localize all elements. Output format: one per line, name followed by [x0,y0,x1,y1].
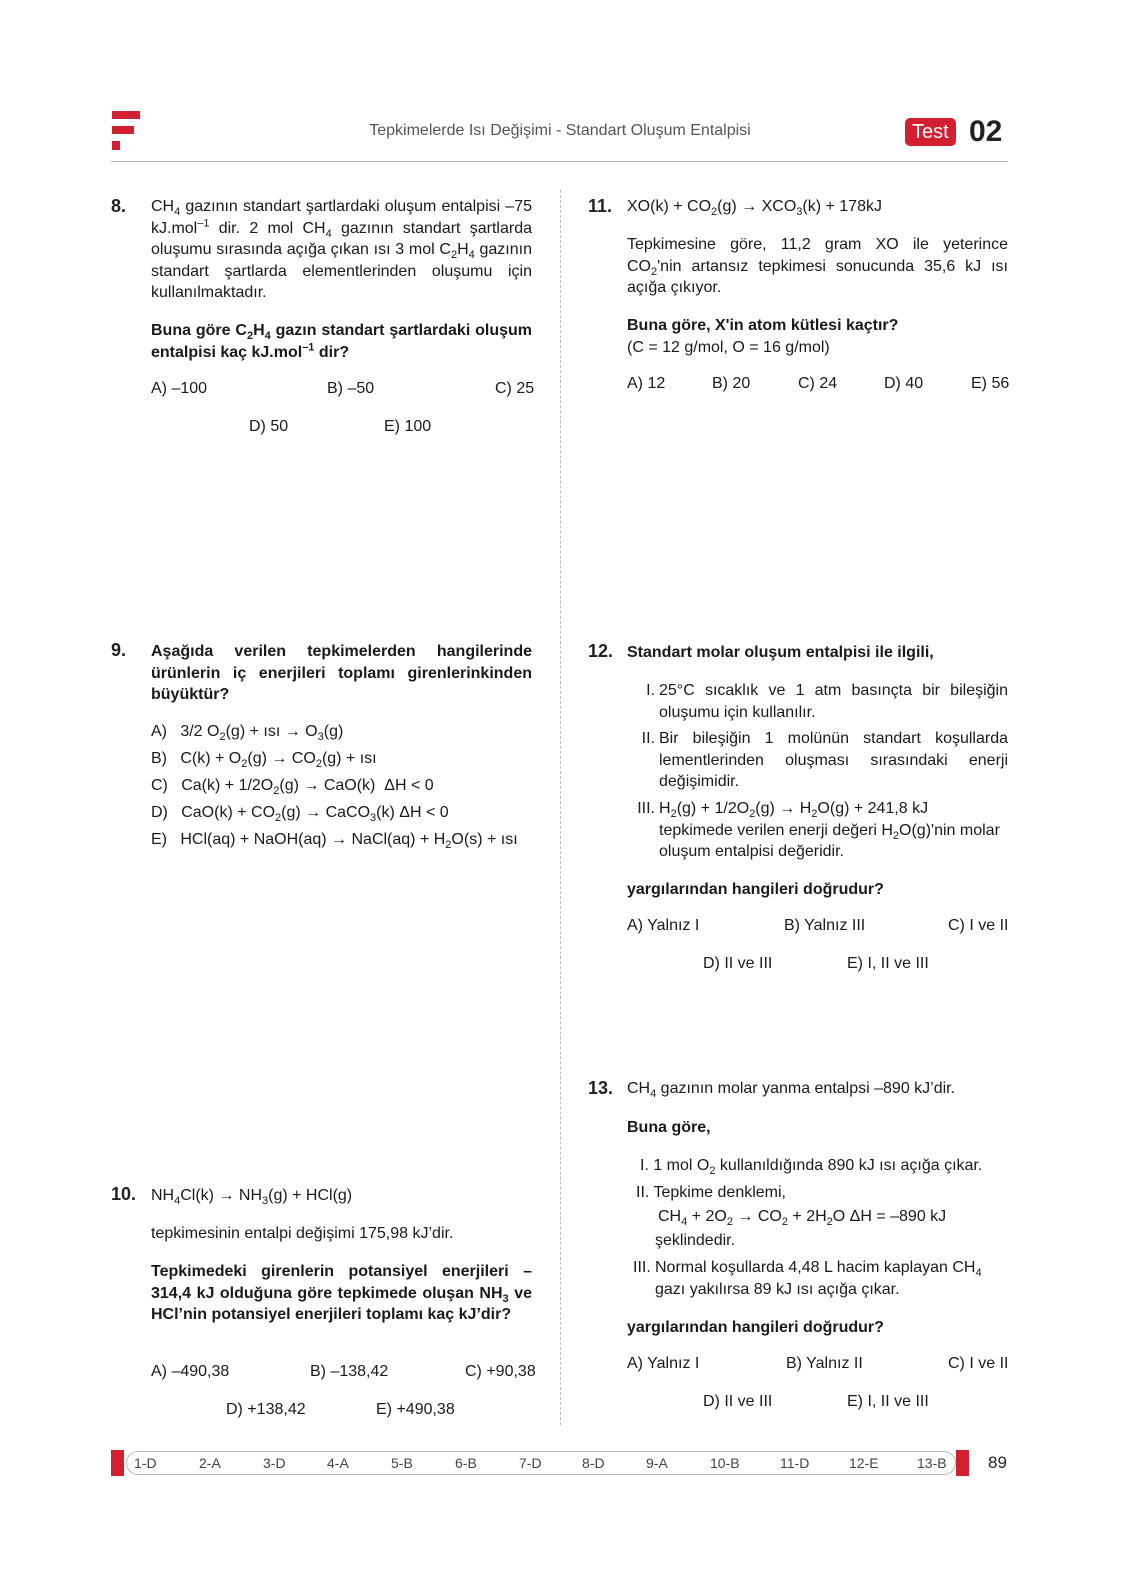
answer-key-item: 2-A [199,1455,221,1471]
question-12-statement-2: II. Bir bileşiğin 1 molünün standart koşullarda lementlerinden oluşması sırasındaki enerji değişimidir. [641,730,1008,790]
test-badge: Test [905,118,956,146]
question-9-options [151,718,518,853]
question-10-option-d[interactable]: D) +138,42 [226,1401,306,1418]
question-8-stem: $CH_4$ gazının standart şartlardaki oluşum entalpisi –75 kJ.mol$^{-1}$ dir. 2 mol $CH_4$ gazının standart şartlarda oluşumu sırasında açığa çıkan ısı 3 mol $C_2H_4$ gazının standart şartlarda elementlerinden oluşumu için kullanılmaktadır. [151,198,532,301]
question-13-option-c[interactable]: C) I ve II [948,1355,1009,1372]
test-number: 02 [969,115,1003,148]
question-12-number: 12. [588,641,614,661]
question-8-option-d[interactable]: D) 50 [249,418,289,435]
answer-key-item: 13-B [917,1455,947,1471]
question-9-option-a[interactable]: A) 3/2 $O_2(g)$ + ısı → $O_3(g)$ [151,723,344,744]
question-11-prompt: Buna göre, X'in atom kütlesi kaçtır? [627,317,899,334]
question-9-option-d[interactable]: D) $CaO(k) + CO_2(g)$ → CaCO$_3$(k) ΔH < 0 [151,804,449,825]
answer-strip-left-accent [111,1450,124,1476]
answer-key-item: 11-D [780,1455,810,1471]
answer-key-item: 9-A [646,1455,668,1471]
question-13-option-a[interactable]: A) Yalnız I [627,1355,700,1372]
question-10-option-b[interactable]: B) –138,42 [310,1363,389,1380]
question-9-option-b[interactable]: B) $C(k) + O_2(g) \to CO_2(g)$ + ısı [151,750,377,771]
answer-key-item: 4-A [327,1455,349,1471]
question-13-statement-2: II. Tepkime denklemi, $CH_4 + 2O_2 \to CO_2 + 2H_2O$ ΔH = –890 kJ şeklindedir. [636,1184,947,1249]
answer-key-item: 7-D [519,1455,542,1471]
question-13-number: 13. [588,1078,614,1098]
question-12-statement-1: I. 25°C sıcaklık ve 1 atm basınçta bir bileşiğin oluşumu için kullanılır. [646,682,1008,721]
question-10-prompt: Tepkimedeki girenlerin potansiyel enerjileri –314,4 kJ olduğuna göre tepkimede oluşan $NH_3$ ve HCl’nin potansiyel enerjileri toplamı kaç kJ’dir? [151,1263,532,1323]
question-12-ask: yargılarından hangileri doğrudur? [627,881,884,898]
question-9-option-e[interactable]: E) HCl(aq) + NaOH(aq) → NaCl(aq) + $H_2O(s)$ + ısı [151,831,518,852]
question-11-reaction: $XO(k) + CO_2(g) \to XCO_3(k) + 178kJ$ [627,198,882,219]
question-8-option-e[interactable]: E) 100 [384,418,432,435]
question-8-prompt: Buna göre $C_2H_4$ gazın standart şartlardaki oluşum entalpisi kaç kJ.mol$^{-1}$ dir? [151,322,532,361]
question-8-option-a[interactable]: A) –100 [151,380,208,397]
question-8-number: 8. [111,196,127,216]
answer-key-item: 12-E [849,1455,879,1471]
question-8-option-b[interactable]: B) –50 [327,380,375,397]
question-12-stem: Standart molar oluşum entalpisi ile ilgili, [627,644,934,661]
question-9-option-c[interactable]: C) $Ca(k) + 1/2O_2(g) \to CaO(k) \Delta H < 0$ [151,777,434,798]
question-11-option-b[interactable]: B) 20 [712,375,751,392]
question-12-option-b[interactable]: B) Yalnız III [784,917,866,934]
question-11-stem: Tepkimesine göre, 11,2 gram XO ile yeterince $CO_2'nin$ artansız tepkimesi sonucunda 35,6 kJ ısı açığa çıkıyor. [627,236,1008,296]
question-12-option-e[interactable]: E) I, II ve III [847,955,929,972]
question-11-option-a[interactable]: A) 12 [627,375,666,392]
question-13-intro: Buna göre, [627,1119,711,1136]
question-12-option-c[interactable]: C) I ve II [948,917,1009,934]
question-10-line2: tepkimesinin entalpi değişimi 175,98 kJ’dir. [151,1225,454,1242]
answer-key-item: 5-B [391,1455,413,1471]
question-8-option-c[interactable]: C) 25 [495,380,535,397]
answer-key-item: 1-D [134,1455,157,1471]
question-11-given: (C = 12 g/mol, O = 16 g/mol) [627,339,830,356]
question-13-stem: $CH_4$ gazının molar yanma entalpsi –890 kJ’dir. [627,1080,956,1101]
answer-key-item: 8-D [582,1455,605,1471]
question-11-option-d[interactable]: D) 40 [884,375,924,392]
question-13-option-d[interactable]: D) II ve III [703,1393,773,1410]
answer-strip-right-accent [956,1450,969,1476]
question-12-option-d[interactable]: D) II ve III [703,955,773,972]
question-10-option-e[interactable]: E) +490,38 [376,1401,455,1418]
question-12-statement-3: III. $H_2(g) + 1/2O_2(g) \to H_2O(g) + 241,8$ kJ tepkimede verilen enerji değeri $H_2O(g)'nin$ molar oluşum entalpisi değeridir. [637,800,1000,860]
column-divider [560,190,561,1425]
question-9-number: 9. [111,640,127,660]
question-11-number: 11. [588,196,613,216]
answer-key-item: 6-B [455,1455,477,1471]
question-13-ask: yargılarından hangileri doğrudur? [627,1319,884,1336]
page-number: 89 [988,1453,1007,1472]
header-divider [111,161,1008,162]
question-10-option-c[interactable]: C) +90,38 [465,1363,536,1380]
question-13-option-b[interactable]: B) Yalnız II [786,1355,863,1372]
question-13-option-e[interactable]: E) I, II ve III [847,1393,929,1410]
question-10-reaction: $NH_4Cl(k) \to NH_3(g) + HCl(g)$ [151,1187,353,1208]
question-11-option-c[interactable]: C) 24 [798,375,838,392]
question-10-option-a[interactable]: A) –490,38 [151,1363,230,1380]
question-12-option-a[interactable]: A) Yalnız I [627,917,700,934]
answer-key-item: 10-B [710,1455,740,1471]
answer-key-item: 3-D [263,1455,286,1471]
question-10-number: 10. [111,1184,137,1204]
page-title: Tepkimelerde Isı Değişimi - Standart Oluşum Entalpisi [369,122,751,139]
question-9-stem: Aşağıda verilen tepkimelerden hangilerinde ürünlerin iç enerjileri toplamı girenlerinkinden büyüktür? [151,643,532,703]
question-13-statement-3: III. Normal koşullarda 4,48 L hacim kaplayan $CH_4$ gazı yakılırsa 89 kJ ısı açığa çıkar. [633,1259,982,1298]
question-13-statement-1: I. 1 mol $O_2$ kullanıldığında 890 kJ ısı açığa çıkar. [640,1157,983,1178]
question-11-option-e[interactable]: E) 56 [971,375,1010,392]
